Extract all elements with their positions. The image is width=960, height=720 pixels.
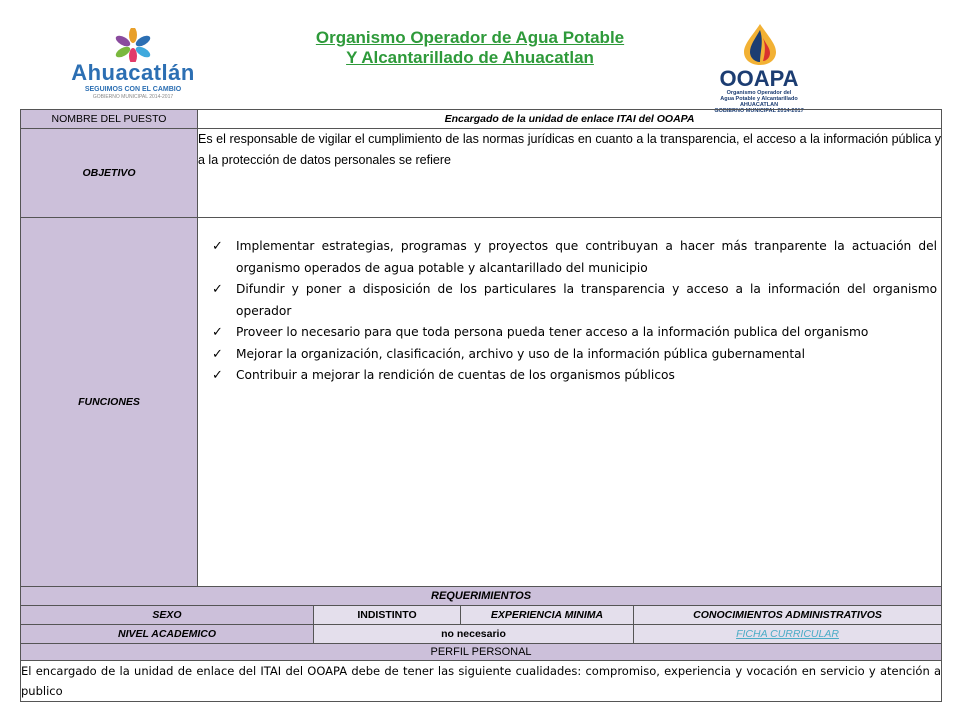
row-objetivo [21, 129, 942, 218]
checkmark-icon: ✓ [212, 368, 223, 383]
row-requerimientos [21, 587, 942, 606]
experiencia-label: EXPERIENCIA MINIMA [461, 606, 634, 625]
row-nombre [21, 110, 942, 129]
title-line-1: Organismo Operador de Agua Potable [315, 28, 625, 47]
experiencia-value: CONOCIMIENTOS ADMINISTRATIVOS [634, 606, 942, 625]
checkmark-icon: ✓ [212, 239, 223, 254]
funciones-label: FUNCIONES [21, 218, 198, 587]
funcion-text: Implementar estrategias, programas y proyectos que contribuyan a hacer más tranparente la actuación del organismo operados de agua potable y alcantarillado del municipio [236, 239, 938, 275]
ahuacatlan-brand: Ahuacatlán [71, 60, 195, 85]
list-item [212, 344, 937, 366]
objetivo-text [198, 129, 942, 218]
ooapa-sub-4: GOBIERNO MUNICIPAL 2014-2017 [714, 108, 804, 114]
list-item [212, 279, 937, 322]
funciones-list [198, 236, 941, 387]
funcion-text: Proveer lo necesario para que toda persona pueda tener acceso a la información publica del organismo [236, 325, 869, 339]
ahuacatlan-slogan: SEGUIMOS CON EL CAMBIO [84, 86, 182, 93]
title-line-2: Y Alcantarillado de Ahuacatlan [346, 48, 594, 67]
list-item [212, 322, 937, 344]
row-perfil-text [21, 661, 942, 702]
row-nivel [21, 625, 942, 644]
job-profile-table [20, 109, 942, 702]
water-drop-icon [730, 22, 790, 66]
list-item [212, 236, 937, 279]
funciones-cell [198, 218, 942, 587]
funcion-text: Mejorar la organización, clasificación, archivo y uso de la información pública gubernamental [236, 346, 806, 361]
page-header [0, 0, 960, 114]
ooapa-sub-3: AHUACATLAN [739, 102, 779, 108]
sexo-label: SEXO [21, 606, 314, 625]
ooapa-logo [700, 22, 818, 114]
ahuacatlan-period: GOBIERNO MUNICIPAL 2014-2017 [92, 94, 174, 100]
nivel-label: NIVEL ACADEMICO [21, 625, 314, 644]
ahuacatlan-logo [62, 28, 204, 100]
nombre-label: NOMBRE DEL PUESTO [21, 110, 198, 129]
page-title [250, 28, 690, 68]
ficha-curricular-link[interactable]: FICHA CURRICULAR [736, 628, 839, 640]
perfil-header: PERFIL PERSONAL [21, 644, 942, 661]
ooapa-sub-1: Organismo Operador del [726, 90, 792, 96]
funcion-text: Contribuir a mejorar la rendición de cuentas de los organismos públicos [236, 368, 675, 382]
row-sexo [21, 606, 942, 625]
perfil-text: El encargado de la unidad de enlace del ITAI del OOAPA debe de tener las siguiente cualidades: compromiso, experiencia y vocación en servicio y atención a publico [21, 661, 942, 702]
checkmark-icon: ✓ [212, 325, 223, 340]
checkmark-icon: ✓ [212, 282, 223, 297]
requerimientos-header: REQUERIMIENTOS [21, 587, 942, 606]
flower-icon [106, 28, 160, 62]
funcion-text: Difundir y poner a disposición de los particulares la transparencia y acceso a la información del organismo operador [236, 282, 938, 318]
nivel-value: no necesario [314, 625, 634, 644]
checkmark-icon: ✓ [212, 346, 223, 362]
nombre-value: Encargado de la unidad de enlace ITAI del OOAPA [198, 110, 942, 129]
objetivo-paragraph: Es el responsable de vigilar el cumplimiento de las normas jurídicas en cuanto a la transparencia, el acceso a la información pública y a la protección de datos personales se refiere [198, 132, 942, 167]
objetivo-label: OBJETIVO [21, 129, 198, 218]
sexo-value: INDISTINTO [314, 606, 461, 625]
ficha-cell [634, 625, 942, 644]
row-perfil [21, 644, 942, 661]
ooapa-brand: OOAPA [719, 66, 799, 91]
ooapa-sub-2: Agua Potable y Alcantarillado [720, 96, 798, 102]
row-funciones [21, 218, 942, 587]
list-item [212, 365, 937, 387]
